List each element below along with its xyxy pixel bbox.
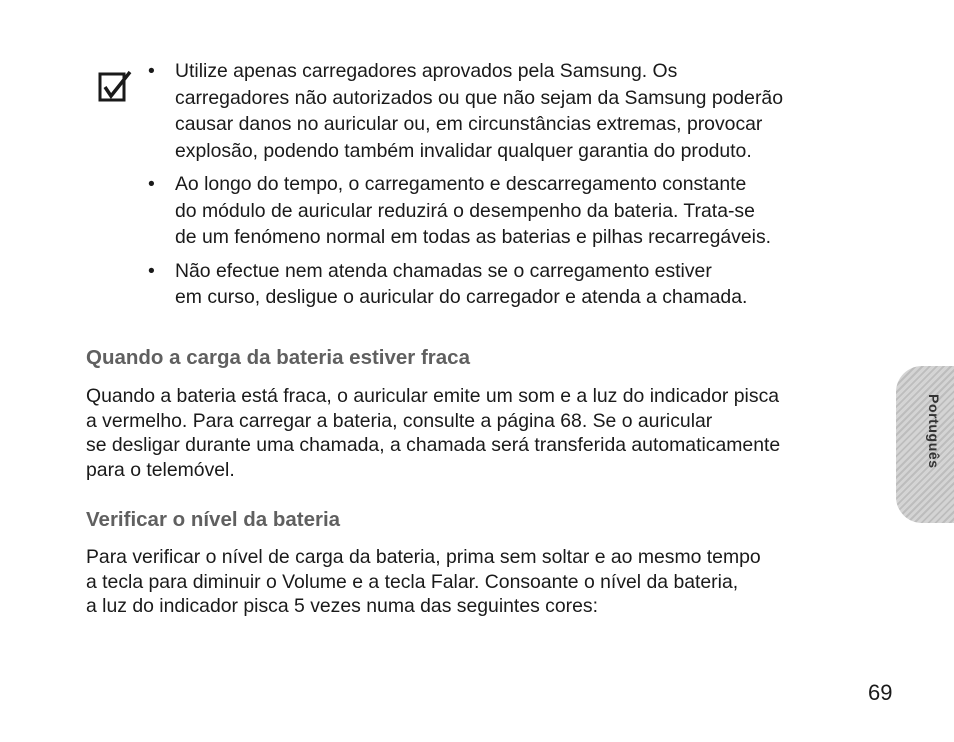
section-body-check-battery	[86, 545, 886, 619]
note-line: causar danos no auricular ou, em circunstâncias extremas, provocar	[175, 113, 763, 135]
section-heading-low-battery: Quando a carga da bateria estiver fraca	[86, 346, 470, 369]
body-line: a vermelho. Para carregar a bateria, consulte a página 68. Se o auricular	[86, 409, 713, 432]
section-heading-check-battery: Verificar o nível da bateria	[86, 508, 341, 531]
section-body-low-battery	[86, 384, 886, 482]
note-list	[148, 58, 868, 318]
body-line: a luz do indicador pisca 5 vezes numa das seguintes cores:	[86, 595, 598, 617]
checkbox-check-icon	[98, 70, 132, 104]
language-tab-label: Português	[926, 394, 942, 469]
body-line: Quando a bateria está fraca, o auricular emite um som e a luz do indicador pisca	[86, 385, 780, 407]
note-line: carregadores não autorizados ou que não sejam da Samsung poderão	[175, 86, 783, 109]
note-item	[148, 171, 868, 251]
note-line: de um fenómeno normal em todas as baterias e pilhas recarregáveis.	[175, 226, 772, 248]
page-number: 69	[868, 680, 893, 705]
bullet: •	[148, 259, 155, 282]
bullet: •	[148, 173, 155, 195]
bullet: •	[148, 60, 155, 82]
body-line: a tecla para diminuir o Volume e a tecla Falar. Consoante o nível da bateria,	[86, 570, 739, 593]
note-item	[148, 258, 868, 311]
body-line: se desligar durante uma chamada, a chamada será transferida automaticamente	[86, 434, 781, 456]
note-line: Ao longo do tempo, o carregamento e descarregamento constante	[175, 173, 747, 195]
note-line: Não efectue nem atenda chamadas se o carregamento estiver	[175, 259, 712, 282]
note-line: em curso, desligue o auricular do carregador e atenda a chamada.	[175, 286, 748, 308]
body-line: Para verificar o nível de carga da bateria, prima sem soltar e ao mesmo tempo	[86, 546, 761, 568]
note-line: do módulo de auricular reduzirá o desempenho da bateria. Trata-se	[175, 199, 755, 222]
note-line: explosão, podendo também invalidar qualquer garantia do produto.	[175, 139, 752, 162]
body-line: para o telemóvel.	[86, 458, 235, 481]
note-item	[148, 58, 868, 164]
note-line: Utilize apenas carregadores aprovados pela Samsung. Os	[175, 60, 678, 82]
